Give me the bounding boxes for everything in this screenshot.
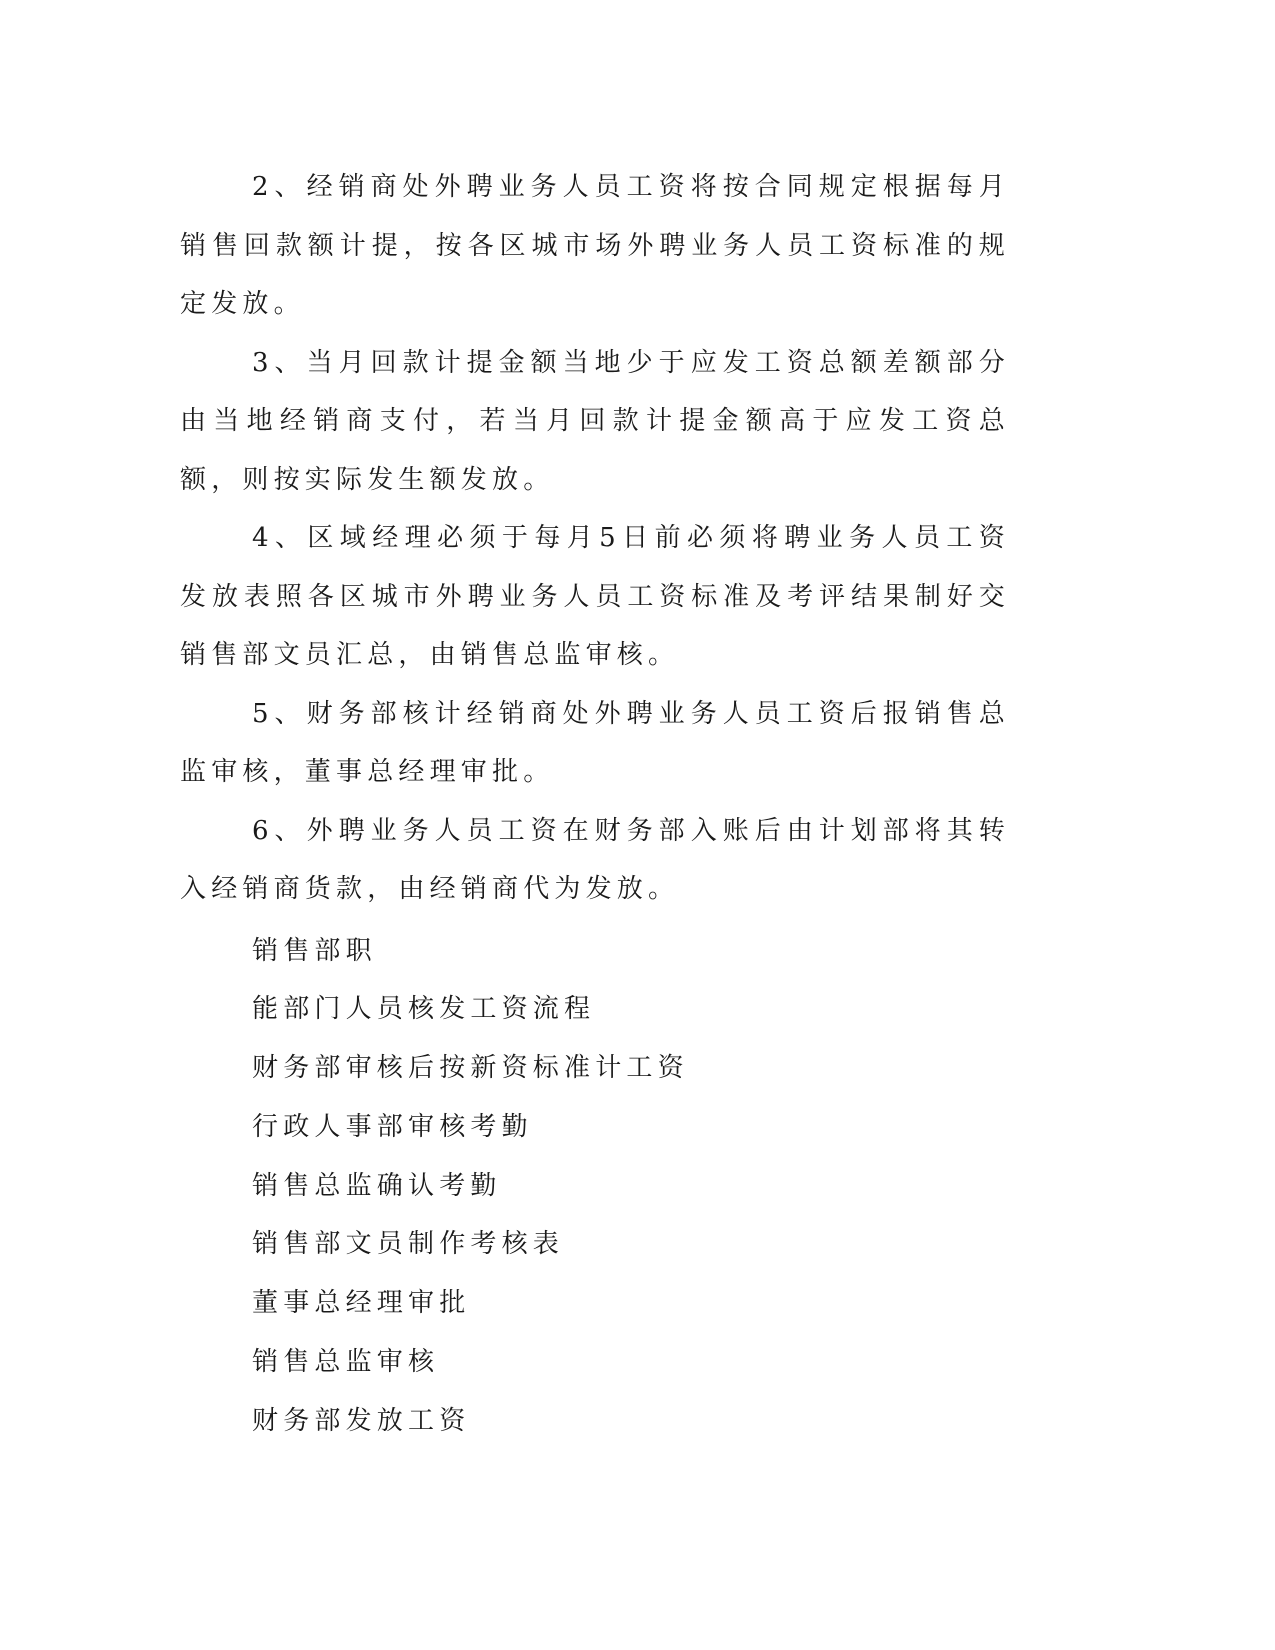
document-body — [180, 158, 1010, 1451]
flow-item-assessment-table: 销售部文员制作考核表 — [252, 1229, 565, 1260]
paragraph-item-5: 5、财务部核计经销商处外聘业务人员工资后报销售总监审核，董事总经理审批。 — [180, 698, 1010, 787]
paragraph-item-2: 2、经销商处外聘业务人员工资将按合同规定根据每月销售回款额计提，按各区城市场外聘业务人员工资标准的规定发放。 — [180, 172, 1010, 319]
flow-item-hr-attendance-review: 行政人事部审核考勤 — [252, 1111, 533, 1142]
flow-item-sales-director-attendance: 销售总监确认考勤 — [252, 1170, 502, 1201]
paragraph-item-6: 6、外聘业务人员工资在财务部入账后由计划部将其转入经销商货款，由经销商代为发放。 — [180, 815, 1010, 904]
salary-process-flow — [180, 922, 1010, 1451]
flow-item-process-title: 能部门人员核发工资流程 — [252, 994, 596, 1025]
flow-item-finance-calculation: 财务部审核后按新资标准计工资 — [252, 1053, 689, 1084]
flow-item-sales-department: 销售部职 — [252, 935, 377, 966]
flow-item-sales-director-review: 销售总监审核 — [252, 1347, 440, 1378]
flow-item-finance-payment: 财务部发放工资 — [252, 1405, 471, 1436]
paragraph-item-4: 4、区域经理必须于每月5日前必须将聘业务人员工资发放表照各区城市外聘业务人员工资标准及考评结果制好交销售部文员汇总，由销售总监审核。 — [180, 523, 1010, 670]
paragraph-item-3: 3、当月回款计提金额当地少于应发工资总额差额部分由当地经销商支付，若当月回款计提金额高于应发工资总额，则按实际发生额发放。 — [180, 347, 1010, 495]
flow-item-ceo-approval: 董事总经理审批 — [252, 1288, 471, 1319]
